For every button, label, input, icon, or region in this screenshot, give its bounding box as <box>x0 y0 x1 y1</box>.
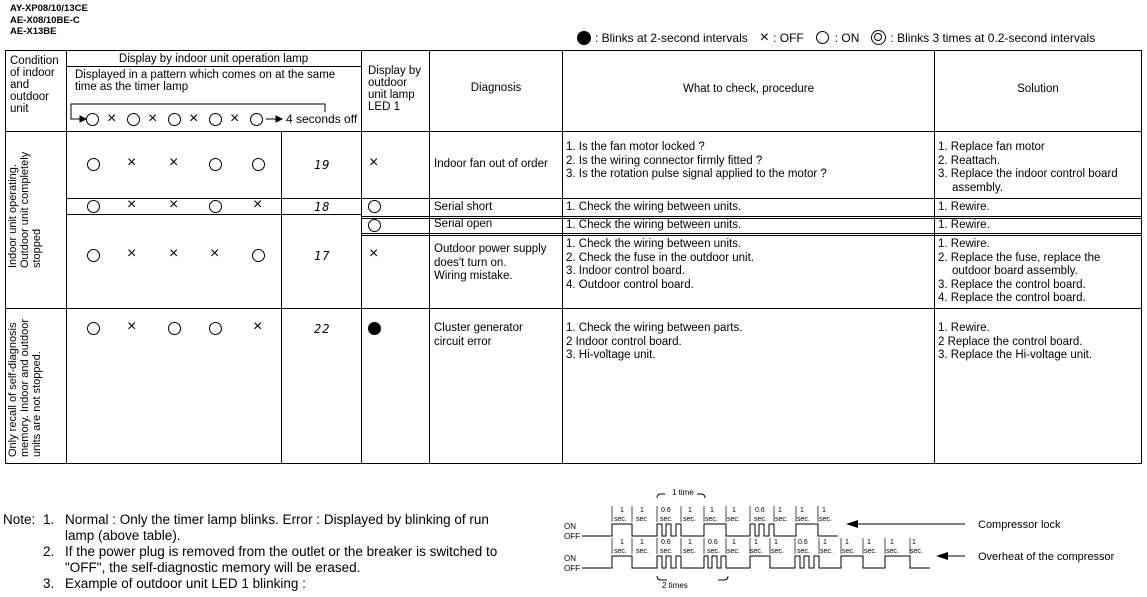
diagnosis-line: Outdoor power supply <box>434 243 547 255</box>
legend-on: : ON <box>816 31 860 45</box>
cross-icon: × <box>127 154 137 171</box>
condition-group2: Only recall of self-diagnosis memory. Indoor and outdoor units are not stopped. <box>7 319 43 457</box>
solutions-line: 2. Replace the fuse, replace the <box>938 251 1101 264</box>
svg-text:sec.: sec. <box>771 548 784 555</box>
solutions-line: 3. Replace the Hi-voltage unit. <box>938 349 1093 361</box>
cross-icon: × <box>127 318 137 335</box>
solutions-line: 2 Replace the control board. <box>938 335 1083 348</box>
svg-text:1: 1 <box>640 539 644 546</box>
note-text: If the power plug is removed from the outlet or the breaker is switched to <box>65 544 498 559</box>
one-time-label: 1 time <box>672 488 694 497</box>
svg-text:1: 1 <box>710 507 714 514</box>
checks-line: 3. Indoor control board. <box>566 265 685 277</box>
svg-text:sec.: sec. <box>754 516 767 523</box>
solutions-line: 3. Replace the indoor control board <box>938 168 1118 180</box>
svg-text:0.6: 0.6 <box>708 539 718 546</box>
open-circle-icon <box>368 219 381 232</box>
checks-line: 2. Is the wiring connector firmly fitted ? <box>566 154 763 167</box>
model-name: AY-XP08/10/13CE <box>10 3 88 14</box>
cross-icon: × <box>759 28 770 46</box>
svg-text:sec.: sec. <box>727 548 740 555</box>
svg-text:1: 1 <box>800 507 804 514</box>
open-circle-icon <box>87 200 100 213</box>
diagnosis-line: Indoor fan out of order <box>434 158 548 170</box>
open-circle-icon <box>86 113 99 126</box>
header-what-to-check: What to check, procedure <box>682 83 815 95</box>
solutions-cell <box>938 141 1138 195</box>
checks-cell <box>566 322 931 363</box>
diagnosis-line: Serial open <box>434 218 493 230</box>
checks-line: 1. Check the wiring between units. <box>566 238 742 250</box>
svg-text:0.6: 0.6 <box>661 507 671 514</box>
cross-icon: × <box>369 154 379 171</box>
cross-icon: × <box>169 154 179 171</box>
cross-icon: × <box>369 245 379 262</box>
four-seconds-label: 4 seconds off <box>286 112 358 126</box>
error-code: 18 <box>314 200 331 214</box>
checks-line: 1. Check the wiring between parts. <box>566 322 743 334</box>
checks-cell <box>566 141 931 182</box>
open-circle-icon <box>168 322 181 335</box>
diagnosis-cell <box>434 218 559 232</box>
cross-icon: × <box>253 318 263 335</box>
svg-text:sec.: sec. <box>797 548 810 555</box>
note-text: "OFF", the self-diagnostic memory will be erased. <box>65 560 361 575</box>
svg-text:1: 1 <box>890 539 894 546</box>
off-label: OFF <box>564 564 580 573</box>
checks-line: 1. Check the wiring between units. <box>566 219 742 231</box>
svg-text:sec.: sec. <box>614 548 627 555</box>
solutions-line: 1. Rewire. <box>938 322 990 334</box>
error-code: 19 <box>314 158 331 172</box>
model-name: AE-X08/10BE-C <box>10 14 80 26</box>
svg-text:1: 1 <box>845 539 849 546</box>
diagnosis-line: Wiring mistake. <box>434 270 513 282</box>
svg-text:sec.: sec. <box>614 516 627 523</box>
solutions-cell <box>938 238 1138 306</box>
note-text: lamp (above table). <box>65 528 181 543</box>
cross-icon: × <box>169 196 179 213</box>
open-circle-icon <box>252 249 265 262</box>
on-label: ON <box>564 554 576 563</box>
checks-cell <box>566 238 931 292</box>
svg-text:0.6: 0.6 <box>798 539 808 546</box>
svg-text:1: 1 <box>774 539 778 546</box>
checks-line: 1. Check the wiring between units. <box>566 201 742 213</box>
header-diagnosis: Diagnosis <box>470 82 522 94</box>
diagnosis-line: does't turn on. <box>434 256 507 269</box>
cross-icon: × <box>127 196 137 213</box>
diagnosis-line: Serial short <box>434 201 493 213</box>
header-pattern-desc: Displayed in a pattern which comes on at the same time as the timer lamp <box>75 69 336 93</box>
svg-text:1: 1 <box>732 507 736 514</box>
overheat-label: Overheat of the compressor <box>978 551 1115 563</box>
svg-text:1: 1 <box>732 539 736 546</box>
checks-line: 3. Is the rotation pulse signal applied to the motor ? <box>566 168 827 180</box>
cross-icon: × <box>127 245 137 262</box>
svg-text:sec.: sec. <box>819 516 832 523</box>
cross-icon: × <box>253 196 263 213</box>
svg-text:1: 1 <box>640 507 644 514</box>
solutions-line: 4. Replace the control board. <box>938 292 1086 304</box>
note-text: Example of outdoor unit LED 1 blinking : <box>65 576 306 591</box>
solutions-line: 2. Reattach. <box>938 154 1001 167</box>
open-circle-icon <box>209 158 222 171</box>
svg-text:sec.: sec. <box>820 548 833 555</box>
open-circle-icon <box>87 249 100 262</box>
svg-text:1: 1 <box>620 539 624 546</box>
cross-icon: × <box>148 110 158 127</box>
legend-off: × : OFF <box>759 28 804 46</box>
header-condition: Condition of indoor and outdoor unit <box>10 55 59 115</box>
solutions-line: 1. Rewire. <box>938 201 990 213</box>
note-label: Note: <box>3 512 36 527</box>
header-solution: Solution <box>1017 83 1059 95</box>
svg-text:sec.: sec. <box>910 548 923 555</box>
svg-text:1: 1 <box>822 507 826 514</box>
svg-text:sec.: sec. <box>660 548 673 555</box>
checks-cell <box>566 219 931 233</box>
on-label: ON <box>564 522 576 531</box>
note-text: Normal : Only the timer lamp blinks. Error : Displayed by blinking of run <box>65 512 489 527</box>
model-name: AE-X13BE <box>10 26 57 37</box>
compressor-lock-label: Compressor lock <box>978 519 1061 531</box>
checks-line: 4. Outdoor control board. <box>566 278 694 291</box>
svg-text:sec.: sec. <box>842 548 855 555</box>
svg-text:sec.: sec. <box>797 516 810 523</box>
cross-icon: × <box>189 110 199 127</box>
solutions-cell <box>938 219 1138 233</box>
svg-text:1: 1 <box>823 539 827 546</box>
diagnosis-line: Cluster generator <box>434 322 523 334</box>
svg-text:sec.: sec. <box>636 548 649 555</box>
open-circle-icon <box>209 200 222 213</box>
header-display-indoor: Display by indoor unit operation lamp <box>118 53 309 65</box>
legend-blink3: : Blinks 3 times at 0.2-second intervals <box>871 30 1095 45</box>
svg-text:1: 1 <box>688 539 692 546</box>
two-times-label: 2 times <box>662 581 688 590</box>
cross-icon: × <box>107 110 117 127</box>
checks-line: 2. Check the fuse in the outdoor unit. <box>566 251 754 264</box>
svg-text:sec.: sec. <box>727 516 740 523</box>
svg-text:1: 1 <box>867 539 871 546</box>
diagnosis-cell <box>434 201 559 215</box>
solutions-cell <box>938 201 1138 215</box>
svg-text:sec.: sec. <box>683 548 696 555</box>
svg-text:1: 1 <box>778 507 782 514</box>
cross-icon: × <box>210 245 220 262</box>
led-timing-diagram <box>560 486 1147 594</box>
header-display-outdoor: Display by outdoor unit lamp LED 1 <box>368 65 422 113</box>
off-label: OFF <box>564 532 580 541</box>
solutions-cell <box>938 322 1138 363</box>
checks-line: 3. Hi-voltage unit. <box>566 349 656 361</box>
svg-text:1: 1 <box>688 507 692 514</box>
cross-icon: × <box>230 110 240 127</box>
svg-text:sec.: sec. <box>683 516 696 523</box>
filled-circle-icon <box>368 322 381 335</box>
solutions-line: 1. Rewire. <box>938 238 990 250</box>
svg-text:sec.: sec. <box>750 548 763 555</box>
svg-text:1: 1 <box>754 539 758 546</box>
diagnosis-cell <box>434 158 559 172</box>
error-code: 17 <box>314 249 331 263</box>
checks-line: 2 Indoor control board. <box>566 335 682 348</box>
open-circle-icon <box>250 113 263 126</box>
open-circle-icon <box>127 113 140 126</box>
diagnosis-cell <box>434 322 559 349</box>
svg-text:sec.: sec. <box>705 516 718 523</box>
svg-text:1: 1 <box>912 539 916 546</box>
solutions-line: 3. Replace the control board. <box>938 278 1086 291</box>
open-circle-icon <box>87 322 100 335</box>
diagnosis-cell <box>434 243 559 284</box>
svg-text:sec.: sec. <box>864 548 877 555</box>
open-circle-icon <box>368 200 381 213</box>
open-circle-icon <box>209 322 222 335</box>
solutions-line: 1. Rewire. <box>938 219 990 231</box>
svg-text:0.6: 0.6 <box>755 507 765 514</box>
svg-text:0.6: 0.6 <box>661 539 671 546</box>
svg-text:1: 1 <box>620 507 624 514</box>
note-section: Note: 1. Normal : Only the timer lamp blinks. Error : Displayed by blinking of run lamp (above table). 2. If the power plug is removed from the outlet or the breaker is switched to "OFF", the self-diagnostic memory will be erased. 3. Example of outdoor unit LED 1 blinking : <box>3 512 498 591</box>
checks-line: 1. Is the fan motor locked ? <box>566 141 705 153</box>
open-circle-icon <box>168 113 181 126</box>
svg-text:sec.: sec. <box>775 516 788 523</box>
solutions-line: 1. Replace fan motor <box>938 141 1045 153</box>
legend-blink2: : Blinks at 2-second intervals <box>577 31 748 45</box>
svg-text:sec: sec <box>636 516 647 523</box>
cross-icon: × <box>169 245 179 262</box>
svg-text:sec.: sec. <box>660 516 673 523</box>
svg-text:sec.: sec. <box>707 548 720 555</box>
condition-group1: Indoor unit operating. Outdoor unit completely stopped <box>7 151 43 268</box>
diagnosis-line: circuit error <box>434 335 492 348</box>
solutions-line: assembly. <box>952 181 1003 194</box>
solutions-line: outdoor board assembly. <box>952 265 1078 277</box>
open-circle-icon <box>209 113 222 126</box>
open-circle-icon <box>252 158 265 171</box>
open-circle-icon <box>87 158 100 171</box>
svg-text:sec.: sec. <box>886 548 899 555</box>
error-code: 22 <box>314 322 331 336</box>
checks-cell <box>566 201 931 215</box>
